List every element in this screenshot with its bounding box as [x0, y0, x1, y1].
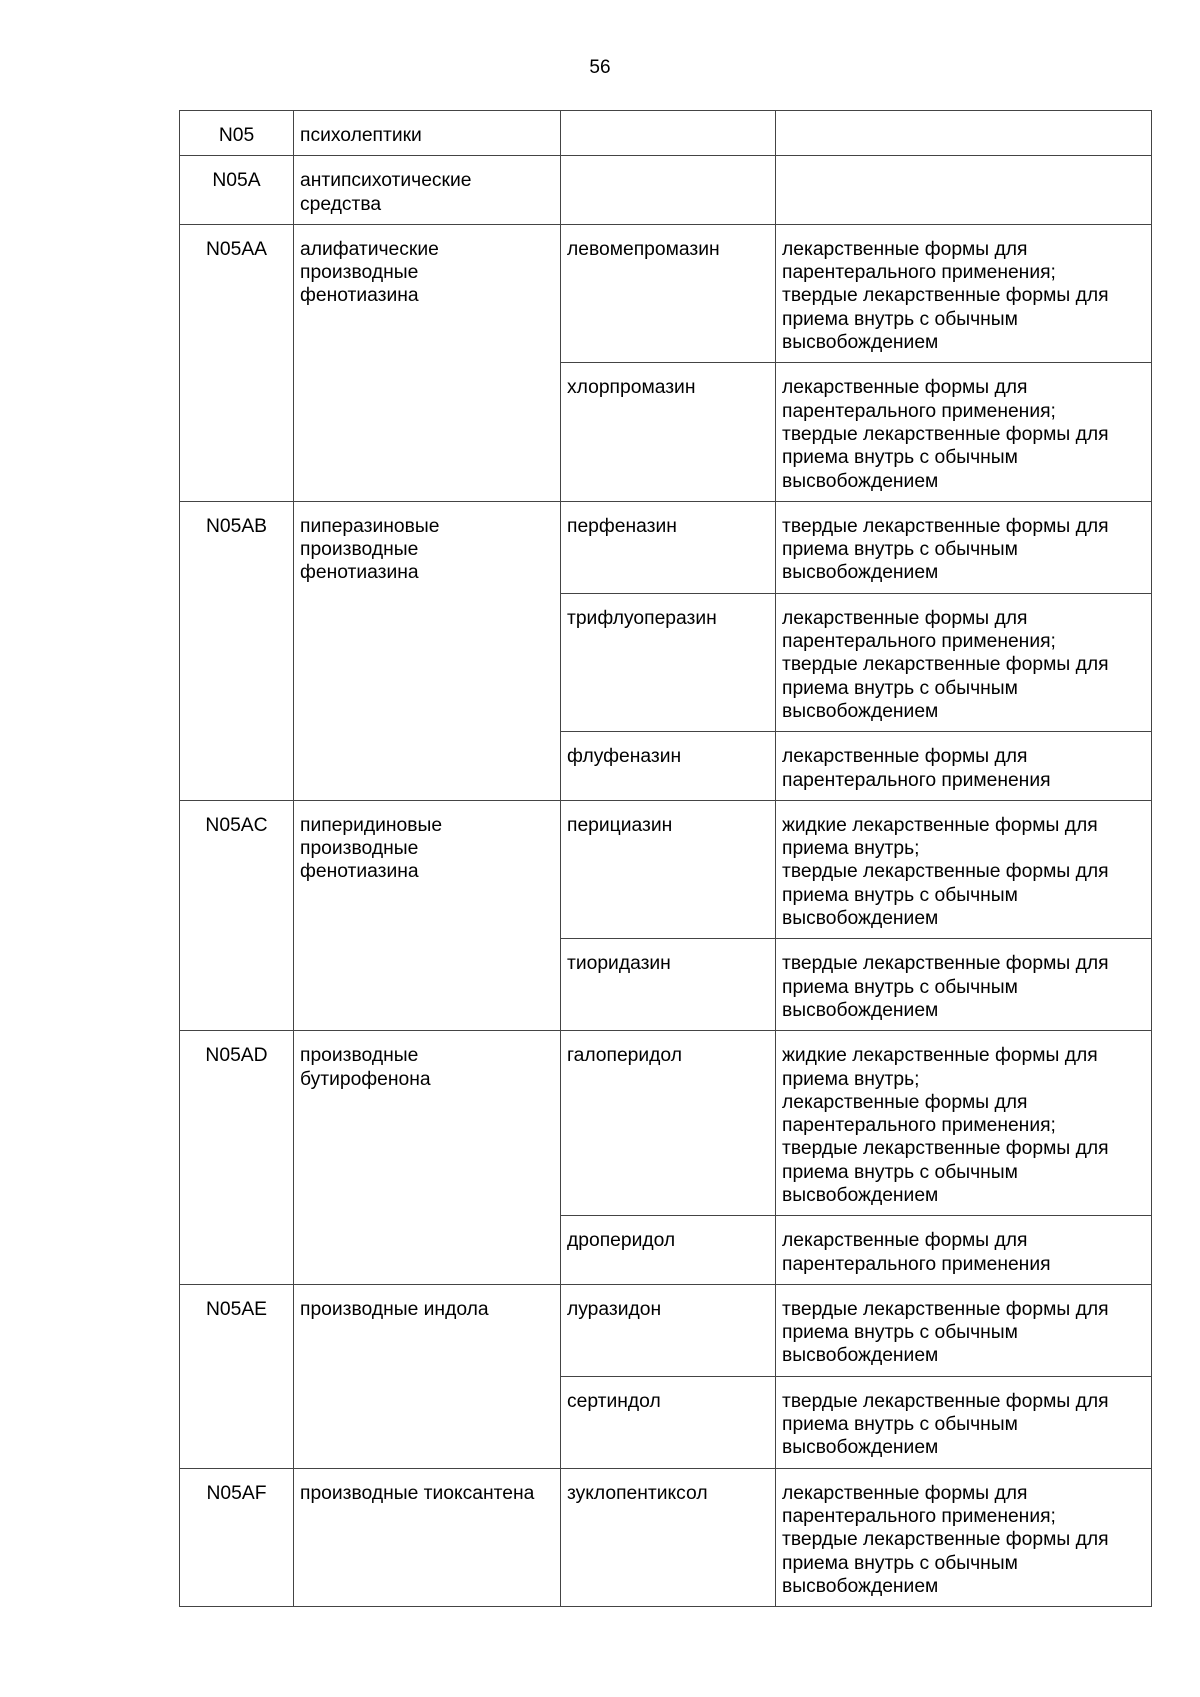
- dosage-forms-cell-line: лекарственные формы для: [782, 377, 1028, 399]
- table-row: [180, 111, 1152, 156]
- dosage-forms-cell-line: высвобождением: [782, 999, 939, 1021]
- table-row: [180, 1031, 1152, 1216]
- dosage-forms-cell: [776, 156, 1152, 225]
- dosage-forms-cell: [776, 111, 1152, 156]
- drug-name-cell: перициазин: [561, 800, 776, 938]
- table-row: [180, 501, 1152, 593]
- group-name-cell: [294, 156, 561, 225]
- dosage-forms-cell: [776, 1216, 1152, 1285]
- drug-name-cell: [561, 111, 776, 156]
- group-name-cell-line: производные: [300, 539, 419, 561]
- page-number: 56: [589, 57, 611, 78]
- dosage-forms-cell-line: парентерального применения;: [782, 631, 1056, 653]
- dosage-forms-cell-line: лекарственные формы для: [782, 607, 1028, 629]
- dosage-forms-cell-line: жидкие лекарственные формы для: [782, 814, 1098, 836]
- drug-name-cell: перфеназин: [561, 501, 776, 593]
- group-name-cell-line: пиперазиновые: [300, 515, 440, 537]
- group-name-cell-line: производные: [300, 838, 419, 860]
- dosage-forms-cell: [776, 939, 1152, 1031]
- dosage-forms-cell: [776, 363, 1152, 501]
- dosage-forms-cell: [776, 1284, 1152, 1376]
- drug-name-cell: зуклопентиксол: [561, 1468, 776, 1606]
- dosage-forms-cell-line: приема внутрь с обычным: [782, 976, 1018, 998]
- dosage-forms-cell-line: приема внутрь с обычным: [782, 677, 1018, 699]
- dosage-forms-cell-line: приема внутрь с обычным: [782, 447, 1018, 469]
- dosage-forms-cell-line: высвобождением: [782, 332, 939, 354]
- dosage-forms-cell-line: парентерального применения;: [782, 1115, 1056, 1137]
- dosage-forms-cell-line: твердые лекарственные формы для: [782, 1529, 1109, 1551]
- drug-name-cell: [561, 156, 776, 225]
- dosage-forms-cell-line: высвобождением: [782, 1575, 939, 1597]
- dosage-forms-cell-line: приема внутрь с обычным: [782, 1552, 1018, 1574]
- dosage-forms-cell-line: высвобождением: [782, 908, 939, 930]
- dosage-forms-cell-line: лекарственные формы для: [782, 1091, 1028, 1113]
- dosage-forms-cell: [776, 1376, 1152, 1468]
- atc-code-cell: N05: [180, 111, 294, 156]
- group-name-cell: [294, 1031, 561, 1285]
- dosage-forms-cell: [776, 1031, 1152, 1216]
- group-name-cell-line: фенотиазина: [300, 285, 419, 307]
- dosage-forms-cell-line: парентерального применения: [782, 1253, 1051, 1275]
- drug-name-cell: тиоридазин: [561, 939, 776, 1031]
- group-name-cell-line: производные индола: [300, 1298, 489, 1320]
- atc-code-cell: N05AD: [180, 1031, 294, 1285]
- dosage-forms-cell-line: твердые лекарственные формы для: [782, 1390, 1109, 1412]
- dosage-forms-cell-line: твердые лекарственные формы для: [782, 861, 1109, 883]
- atc-code-cell: N05A: [180, 156, 294, 225]
- dosage-forms-cell-line: жидкие лекарственные формы для: [782, 1045, 1098, 1067]
- drug-classification-table: [179, 110, 1152, 1607]
- drug-name-cell: левомепромазин: [561, 224, 776, 362]
- dosage-forms-cell-line: приема внутрь;: [782, 1068, 920, 1090]
- table-row: [180, 1284, 1152, 1376]
- dosage-forms-cell-line: приема внутрь с обычным: [782, 1322, 1018, 1344]
- group-name-cell: [294, 501, 561, 800]
- group-name-cell-line: алифатические: [300, 238, 439, 260]
- dosage-forms-cell-line: высвобождением: [782, 1437, 939, 1459]
- drug-name-cell: сертиндол: [561, 1376, 776, 1468]
- dosage-forms-cell: [776, 732, 1152, 801]
- dosage-forms-cell: [776, 593, 1152, 731]
- atc-code-cell: N05AC: [180, 800, 294, 1030]
- dosage-forms-cell-line: приема внутрь;: [782, 838, 920, 860]
- drug-name-cell: луразидон: [561, 1284, 776, 1376]
- table-row: [180, 156, 1152, 225]
- group-name-cell-line: производные: [300, 262, 419, 284]
- dosage-forms-cell-line: парентерального применения;: [782, 400, 1056, 422]
- dosage-forms-cell-line: твердые лекарственные формы для: [782, 654, 1109, 676]
- drug-name-cell: трифлуоперазин: [561, 593, 776, 731]
- dosage-forms-cell-line: приема внутрь с обычным: [782, 308, 1018, 330]
- table-body: [180, 111, 1152, 1607]
- drug-name-cell: дроперидол: [561, 1216, 776, 1285]
- group-name-cell-line: средства: [300, 193, 382, 215]
- dosage-forms-cell-line: парентерального применения;: [782, 1505, 1056, 1527]
- group-name-cell-line: бутирофенона: [300, 1068, 431, 1090]
- dosage-forms-cell-line: лекарственные формы для: [782, 1482, 1028, 1504]
- dosage-forms-cell: [776, 1468, 1152, 1606]
- group-name-cell-line: фенотиазина: [300, 562, 419, 584]
- dosage-forms-cell-line: твердые лекарственные формы для: [782, 515, 1109, 537]
- group-name-cell: [294, 1284, 561, 1468]
- dosage-forms-cell-line: твердые лекарственные формы для: [782, 423, 1109, 445]
- group-name-cell-line: психолептики: [300, 125, 422, 146]
- atc-code-cell: N05AF: [180, 1468, 294, 1606]
- group-name-cell: [294, 111, 561, 156]
- dosage-forms-cell-line: приема внутрь с обычным: [782, 1161, 1018, 1183]
- dosage-forms-cell-line: высвобождением: [782, 1345, 939, 1367]
- dosage-forms-cell-line: приема внутрь с обычным: [782, 1414, 1018, 1436]
- dosage-forms-cell-line: приема внутрь с обычным: [782, 884, 1018, 906]
- group-name-cell-line: антипсихотические: [300, 170, 472, 192]
- dosage-forms-cell-line: высвобождением: [782, 562, 939, 584]
- group-name-cell-line: производные тиоксантена: [300, 1482, 535, 1504]
- dosage-forms-cell-line: парентерального применения: [782, 769, 1051, 791]
- dosage-forms-cell: [776, 501, 1152, 593]
- group-name-cell: [294, 1468, 561, 1606]
- group-name-cell-line: пиперидиновые: [300, 814, 443, 836]
- dosage-forms-cell-line: высвобождением: [782, 700, 939, 722]
- atc-code-cell: N05AB: [180, 501, 294, 800]
- dosage-forms-cell-line: парентерального применения;: [782, 262, 1056, 284]
- dosage-forms-cell: [776, 800, 1152, 938]
- group-name-cell: [294, 224, 561, 501]
- dosage-forms-cell-line: твердые лекарственные формы для: [782, 285, 1109, 307]
- dosage-forms-cell-line: твердые лекарственные формы для: [782, 953, 1109, 975]
- table-row: [180, 224, 1152, 362]
- dosage-forms-cell-line: твердые лекарственные формы для: [782, 1298, 1109, 1320]
- atc-code-cell: N05AA: [180, 224, 294, 501]
- dosage-forms-cell-line: приема внутрь с обычным: [782, 539, 1018, 561]
- drug-name-cell: хлорпромазин: [561, 363, 776, 501]
- group-name-cell: [294, 800, 561, 1030]
- group-name-cell-line: производные: [300, 1045, 419, 1067]
- dosage-forms-cell-line: твердые лекарственные формы для: [782, 1138, 1109, 1160]
- atc-code-cell: N05AE: [180, 1284, 294, 1468]
- dosage-forms-cell-line: высвобождением: [782, 470, 939, 492]
- dosage-forms-cell-line: высвобождением: [782, 1184, 939, 1206]
- dosage-forms-cell-line: лекарственные формы для: [782, 238, 1028, 260]
- table-row: [180, 800, 1152, 938]
- dosage-forms-cell-line: лекарственные формы для: [782, 1230, 1028, 1252]
- drug-name-cell: галоперидол: [561, 1031, 776, 1216]
- dosage-forms-cell-line: лекарственные формы для: [782, 746, 1028, 768]
- dosage-forms-cell: [776, 224, 1152, 362]
- group-name-cell-line: фенотиазина: [300, 861, 419, 883]
- drug-name-cell: флуфеназин: [561, 732, 776, 801]
- table-row: [180, 1468, 1152, 1606]
